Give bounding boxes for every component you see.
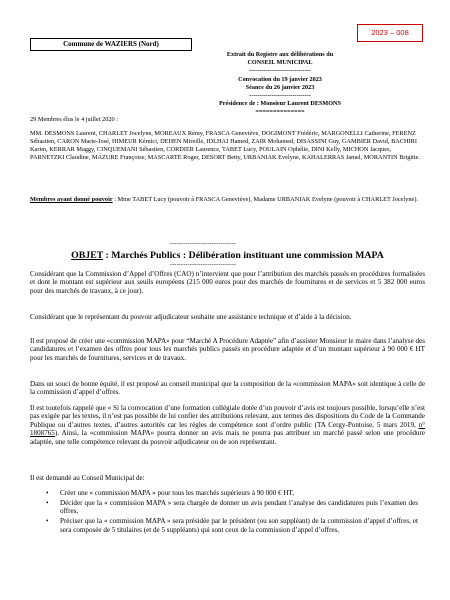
paragraph-considerant-cao: Considérant que la Commission d’Appel d’Offres (CAO) n’intervient que pour l’attribution des marchés passés en procédures formalisées et dont le montant est supérieur aux seuils européens (215 000 euros pour des marchés de fournitures et de services et 5 382 000 euros pour des marchés de travaux, à ce jour). (30, 270, 425, 295)
rappel-text-b: ). Ainsi, la «commission MAPA» pourra donner un avis mais ne pourra pas attribuer un marché passé selon une procédure adaptée, une telle compétence relevant du pouvoir adjudicateur ou de son représentant. (30, 429, 425, 446)
paragraph-demande: Il est demandé au Conseil Municipal de: (30, 474, 145, 482)
objet-text: : Marchés Publics : Délibération instituant une commission MAPA (103, 250, 384, 261)
list-item (46, 517, 418, 534)
header-line-extract: Extrait du Registre aux délibérations du (226, 51, 334, 58)
objet-label: OBJET (71, 250, 104, 261)
present-members: MM. DESMONS Laurent, CHARLET Jocelyne, MOREAUX Rémy, FRASCA Geneviève, DOGIMONT Frédéric, MARGONELLI Catherine, FERENZ Sébastien, CARON Marie-José, HIMEUR Kémici, DEHEN Mireille, IDLHAJ Hamed, ZAIR Mohamed, DISASSINI Guy, GAMBIER David, BACHIRI Karim, KERRAR Maggy, CINQUEMANI Sébastien, CORDIER Laurence, TABET Lucy, POULAIN Ophélie, DINI Kelly, MICHON Jacques, PARNETZKI Claudine, MAZURE Françoise, MASCARTE Roger, DESORT Betty, URBANIAK Evelyne, KAHALERRAS Jamel, MORANTIN Brigitte. (30, 130, 421, 162)
list-item-text: Décider que la « commission MAPA » sera chargée de donner un avis pendant l’analyse des candidatures puis l’examen des offres, (60, 498, 418, 516)
paragraph-considerant-assistance: Considérant que le représentant du pouvoir adjudicateur souhaite une assistance technique et d’aide à la décision. (30, 313, 352, 321)
bullet-icon: • (46, 517, 49, 526)
header-separator: ------------------------------ (249, 92, 311, 100)
membres-count: 29 Membres élus le 4 juillet 2020 : (30, 116, 118, 123)
commune-box: Commune de WAZIERS (Nord) (30, 38, 192, 51)
jurisprudence-link[interactable]: n° 1808765 (30, 420, 425, 438)
list-item-text: Créer une « commission MAPA » pour tous les marchés supérieurs à 90 000 € HT, (60, 489, 295, 497)
header-presidence: Présidence de : Monsieur Laurent DESMONS (219, 100, 341, 108)
header-seance: Séance du 26 janvier 2023 (245, 83, 315, 91)
header-separator: ============== (255, 108, 305, 116)
header-separator: ------------------------------ (249, 67, 311, 75)
objet-separator-top: ------------------------------ (170, 241, 236, 247)
absent-label: Membres ayant donné pouvoir (30, 196, 113, 203)
header-convocation: Convocation du 19 janvier 2023 (238, 75, 322, 83)
absent-text: : Mme TABET Lucy (pouvoir à FRASCA Geneviève), Madame URBANIAK Evelyne (pouvoir à CHARLET Jocelyne). (112, 196, 418, 203)
reference-number: 2023 – 008 (357, 24, 423, 42)
decision-list (46, 489, 418, 536)
rappel-text-a: Il est toutefois rappelé que « Si la convocation d’une formation collégiale dotée d’un pouvoir d’avis est toujours possible, lorsqu’elle n’est pas exigée par les textes, il n’est pas possible de lui confier des attributions relevant, aux termes des dispositions du Code de la Commande Publique ou d’autres textes, d’autres autorités car les règles de compétence sont d’ordre public (TA Cergy-Pontoise, 5 mars 2019, (30, 404, 425, 429)
register-header (200, 51, 360, 117)
paragraph-proposition: Il est proposé de créer une «commission MAPA» pour “Marché A Procédure Adaptée” afin d’assister Monsieur le maire dans l’analyse des candidatures et l’examen des offres pour tous les marchés publics passés en procédure adaptée et d’un montant supérieur à 90 000 € HT pour les marchés de fournitures, services et de travaux. (30, 337, 425, 362)
objet-separator-bottom: ------------------------------ (170, 262, 236, 268)
list-item (46, 499, 418, 516)
paragraph-rappel (30, 404, 425, 446)
bullet-icon: • (46, 498, 49, 507)
absent-members (30, 196, 425, 204)
list-item-text: Préciser que la « commission MAPA » sera présidée par le président (ou son suppléant) de la commission d’appel d’offres, et sera composée de 5 titulaires (et de 5 suppléants) qui sont ceux de la commission d’appel d’offres, (60, 517, 418, 534)
list-item (46, 489, 418, 497)
bullet-icon: • (46, 489, 49, 497)
objet-title (30, 250, 425, 261)
paragraph-composition: Dans un souci de bonne équité, il est proposé au conseil municipal que la composition de la «commission MAPA» soit identique à celle de la commission d’appel d’offres. (30, 380, 425, 397)
header-line-council: CONSEIL MUNICIPAL (247, 59, 313, 67)
